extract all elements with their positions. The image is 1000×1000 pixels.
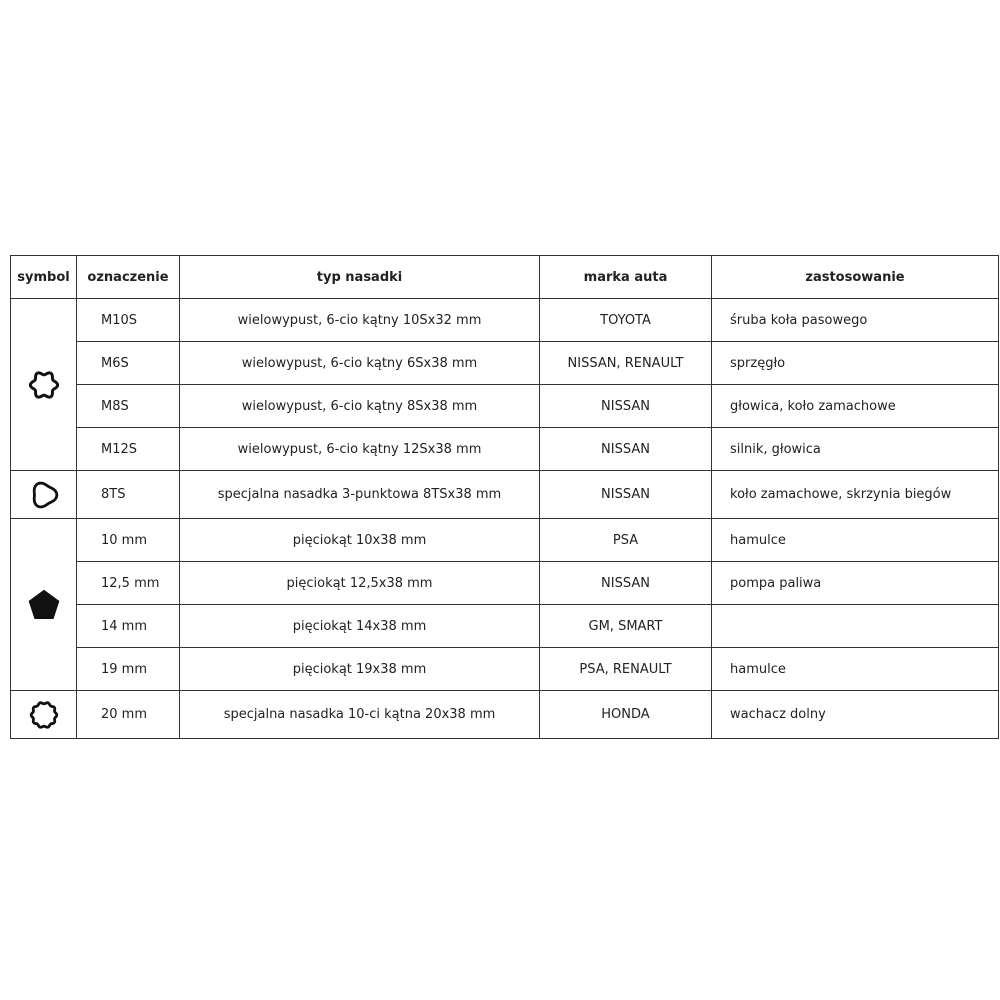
table-row bbox=[11, 691, 999, 739]
table-row bbox=[11, 471, 999, 519]
oznaczenie-cell: M12S bbox=[77, 428, 180, 471]
zastosowanie-cell: wachacz dolny bbox=[712, 691, 999, 739]
symbol-cell bbox=[11, 519, 77, 691]
marka-cell: NISSAN bbox=[540, 562, 712, 605]
oznaczenie-cell: M8S bbox=[77, 385, 180, 428]
table-row bbox=[11, 519, 999, 562]
marka-cell: GM, SMART bbox=[540, 605, 712, 648]
table-row bbox=[11, 385, 999, 428]
zastosowanie-cell: hamulce bbox=[712, 519, 999, 562]
header-symbol: symbol bbox=[11, 256, 77, 299]
typ-cell: wielowypust, 6-cio kątny 12Sx38 mm bbox=[180, 428, 540, 471]
zastosowanie-cell bbox=[712, 605, 999, 648]
socket-table bbox=[10, 255, 999, 739]
marka-cell: PSA, RENAULT bbox=[540, 648, 712, 691]
typ-cell: pięciokąt 19x38 mm bbox=[180, 648, 540, 691]
oznaczenie-cell: 8TS bbox=[77, 471, 180, 519]
header-zastosowanie: zastosowanie bbox=[712, 256, 999, 299]
marka-cell: TOYOTA bbox=[540, 299, 712, 342]
oznaczenie-cell: 12,5 mm bbox=[77, 562, 180, 605]
oznaczenie-cell: 10 mm bbox=[77, 519, 180, 562]
zastosowanie-cell: hamulce bbox=[712, 648, 999, 691]
typ-cell: pięciokąt 12,5x38 mm bbox=[180, 562, 540, 605]
header-marka-auta: marka auta bbox=[540, 256, 712, 299]
symbol-cell bbox=[11, 471, 77, 519]
ten-point-socket-icon bbox=[11, 699, 76, 731]
typ-cell: wielowypust, 6-cio kątny 10Sx32 mm bbox=[180, 299, 540, 342]
oznaczenie-cell: 20 mm bbox=[77, 691, 180, 739]
zastosowanie-cell: głowica, koło zamachowe bbox=[712, 385, 999, 428]
table-row bbox=[11, 299, 999, 342]
typ-cell: specjalna nasadka 10-ci kątna 20x38 mm bbox=[180, 691, 540, 739]
oznaczenie-cell: 14 mm bbox=[77, 605, 180, 648]
zastosowanie-cell: sprzęgło bbox=[712, 342, 999, 385]
table-row bbox=[11, 428, 999, 471]
header-row bbox=[11, 256, 999, 299]
symbol-cell bbox=[11, 299, 77, 471]
zastosowanie-cell: koło zamachowe, skrzynia biegów bbox=[712, 471, 999, 519]
three-point-socket-icon bbox=[11, 479, 76, 511]
marka-cell: NISSAN bbox=[540, 428, 712, 471]
typ-cell: pięciokąt 14x38 mm bbox=[180, 605, 540, 648]
multipoint-star-icon bbox=[11, 368, 76, 402]
table-row bbox=[11, 605, 999, 648]
header-typ-nasadki: typ nasadki bbox=[180, 256, 540, 299]
oznaczenie-cell: M6S bbox=[77, 342, 180, 385]
pentagon-icon bbox=[11, 586, 76, 624]
oznaczenie-cell: M10S bbox=[77, 299, 180, 342]
marka-cell: HONDA bbox=[540, 691, 712, 739]
oznaczenie-cell: 19 mm bbox=[77, 648, 180, 691]
table-row bbox=[11, 342, 999, 385]
marka-cell: NISSAN bbox=[540, 385, 712, 428]
zastosowanie-cell: pompa paliwa bbox=[712, 562, 999, 605]
typ-cell: wielowypust, 6-cio kątny 8Sx38 mm bbox=[180, 385, 540, 428]
typ-cell: wielowypust, 6-cio kątny 6Sx38 mm bbox=[180, 342, 540, 385]
zastosowanie-cell: śruba koła pasowego bbox=[712, 299, 999, 342]
typ-cell: pięciokąt 10x38 mm bbox=[180, 519, 540, 562]
marka-cell: PSA bbox=[540, 519, 712, 562]
header-oznaczenie: oznaczenie bbox=[77, 256, 180, 299]
marka-cell: NISSAN, RENAULT bbox=[540, 342, 712, 385]
table-row bbox=[11, 648, 999, 691]
zastosowanie-cell: silnik, głowica bbox=[712, 428, 999, 471]
table-row bbox=[11, 562, 999, 605]
typ-cell: specjalna nasadka 3-punktowa 8TSx38 mm bbox=[180, 471, 540, 519]
symbol-cell bbox=[11, 691, 77, 739]
marka-cell: NISSAN bbox=[540, 471, 712, 519]
